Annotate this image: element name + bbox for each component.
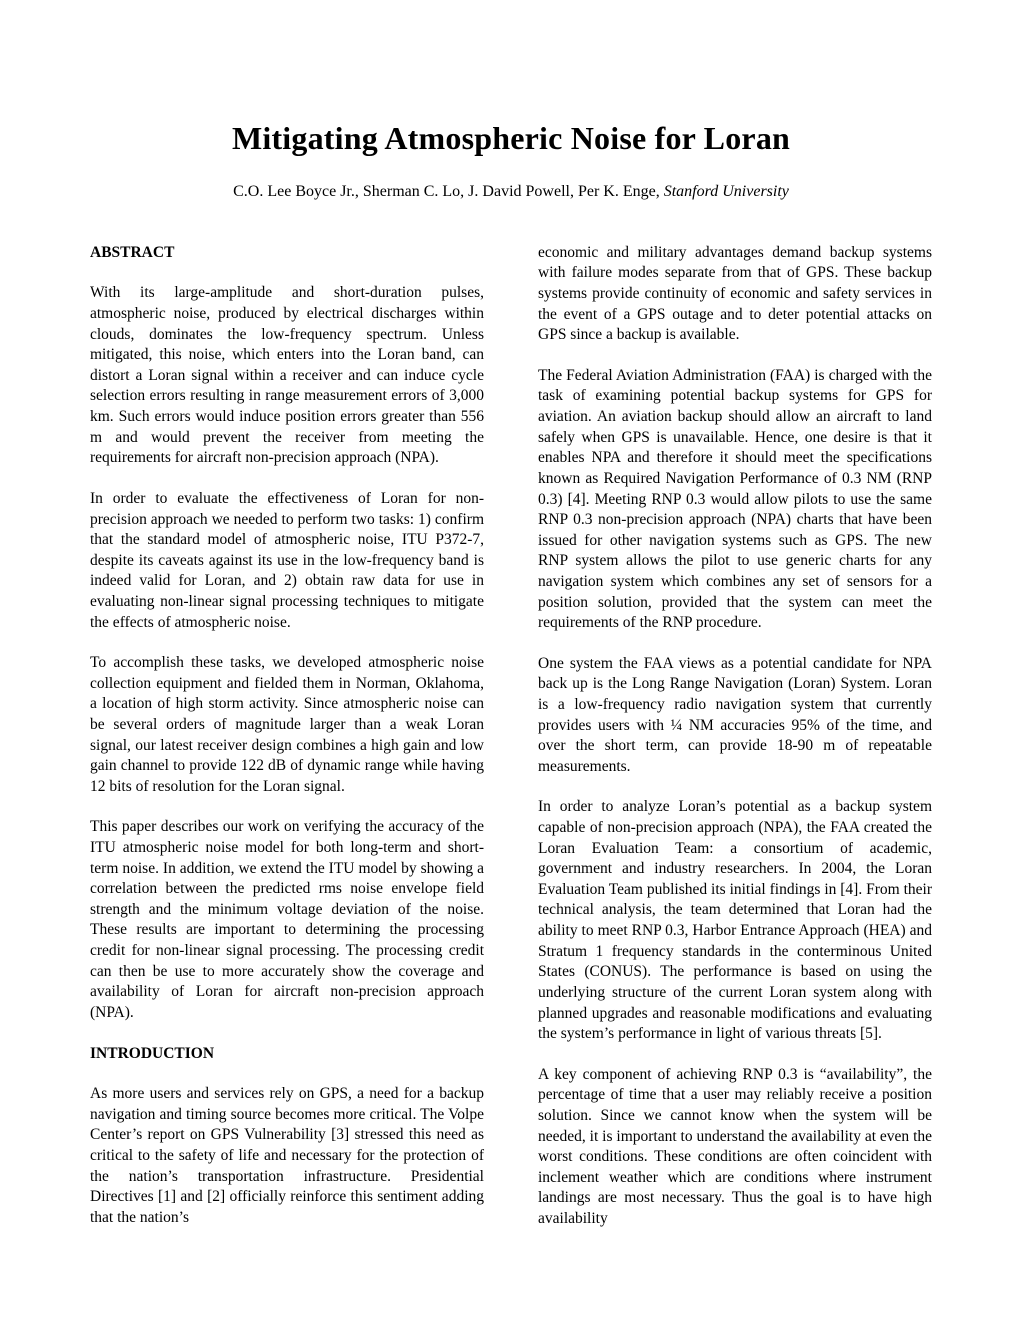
abstract-paragraph-4: This paper describes our work on verifying the accuracy of the ITU atmospheric noise model for both long-term and short-term noise. In addition, we extend the ITU model by showing a correlation between the predicted rms noise envelope field strength and the minimum voltage deviation of the noise. These results are important to determining the processing credit for non-linear signal processing. The processing credit can then be use to more accurately show the coverage and availability of Loran for aircraft non-precision approach (NPA). <box>90 818 484 1021</box>
authors-text: C.O. Lee Boyce Jr., Sherman C. Lo, J. David Powell, Per K. Enge, <box>233 182 664 200</box>
right-paragraph-5: A key component of achieving RNP 0.3 is “availability”, the percentage of time that a user may reliably receive a position solution. Since we cannot know when the system will be needed, it is important to understand the availability at even the worst conditions. These conditions are often coincident with inclement weather which are conditions where instrument landings are most necessary. Thus the goal is to have high availability <box>538 1065 932 1227</box>
right-paragraph-4: In order to analyze Loran’s potential as a backup system capable of non-precision approach (NPA), the FAA created the Loran Evaluation Team: a consortium of academic, government and industry researchers. In 2004, the Loran Evaluation Team published its initial findings in [4]. From their technical analysis, the team determined that Loran had the ability to meet RNP 0.3, Harbor Entrance Approach (HEA) and Stratum 1 frequency standards in the conterminous United States (CONUS). The performance is based on using the underlying structure of the current Loran system along with planned upgrades and reasonable modifications and evaluating the system’s performance in light of various threats [5]. <box>538 798 932 1043</box>
right-paragraph-2: The Federal Aviation Administration (FAA) is charged with the task of examining potential backup systems for GPS for aviation. An aviation backup should allow an aircraft to land safely when GPS is unavailable. Hence, one desire is that it enables NPA and therefore it should meet the specifications known as Required Navigation Performance of 0.3 NM (RNP 0.3) [4]. Meeting RNP 0.3 would allow pilots to use the same RNP 0.3 non-precision approach (NPA) charts that have been issued for other navigation systems such as GPS. The new RNP system allows the pilot to use generic charts for any navigation system which combines any set of sensors for a position solution, provided that the system can meet the requirements of the RNP procedure. <box>538 366 932 632</box>
abstract-heading: ABSTRACT <box>90 243 175 261</box>
two-column-body <box>90 243 932 1250</box>
right-paragraph-3: One system the FAA views as a potential candidate for NPA back up is the Long Range Navigation (Loran) System. Loran is a low-frequency radio navigation system that currently provides users with ¼ NM accuracies 95% of the time, and over the short term, can provide 18-90 m of repeatable measurements. <box>538 654 932 775</box>
introduction-heading: INTRODUCTION <box>90 1044 215 1062</box>
abstract-paragraph-3: To accomplish these tasks, we developed atmospheric noise collection equipment and fielded them in Norman, Oklahoma, a location of high storm activity. Since atmospheric noise can be several orders of magnitude larger than a weak Loran signal, our latest receiver design combines a high gain and low gain channel to provide 122 dB of dynamic range while having 12 bits of resolution for the Loran signal. <box>90 654 484 795</box>
right-paragraph-1: economic and military advantages demand backup systems with failure modes separate from that of GPS. These backup systems provide continuity of economic and safety services in the event of a GPS outage and to deter potential attacks on GPS since a backup is available. <box>538 243 932 344</box>
byline <box>90 183 932 201</box>
affiliation-text: Stanford University <box>663 182 789 200</box>
abstract-paragraph-1: With its large-amplitude and short-duration pulses, atmospheric noise, produced by electrical discharges within clouds, dominates the low-frequency spectrum. Unless mitigated, this noise, which enters into the Loran band, can distort a Loran signal within a receiver and can induce cycle selection errors resulting in range measurement errors of 3,000 km. Such errors would induce position errors greater than 556 m and would prevent the receiver from meeting the requirements for aircraft non-precision approach (NPA). <box>90 284 484 467</box>
right-column <box>538 243 932 1250</box>
introduction-paragraph-1: As more users and services rely on GPS, a need for a backup navigation and timing source becomes more critical. The Volpe Center’s report on GPS Vulnerability [3] stressed this need as critical to the safety of life and necessary for the protection of the nation’s transportation infrastructure. Presidential Directives [1] and [2] officially reinforce this sentiment adding that the nation’s <box>90 1085 484 1226</box>
left-column <box>90 243 484 1250</box>
paper-title: Mitigating Atmospheric Noise for Loran <box>231 120 791 156</box>
abstract-paragraph-2: In order to evaluate the effectiveness of Loran for non-precision approach we needed to perform two tasks: 1) confirm that the standard model of atmospheric noise, ITU P372-7, despite its caveats against its use in the low-frequency band is indeed valid for Loran, and 2) obtain raw data for use in evaluating non-linear signal processing techniques to mitigate the effects of atmospheric noise. <box>90 489 484 631</box>
